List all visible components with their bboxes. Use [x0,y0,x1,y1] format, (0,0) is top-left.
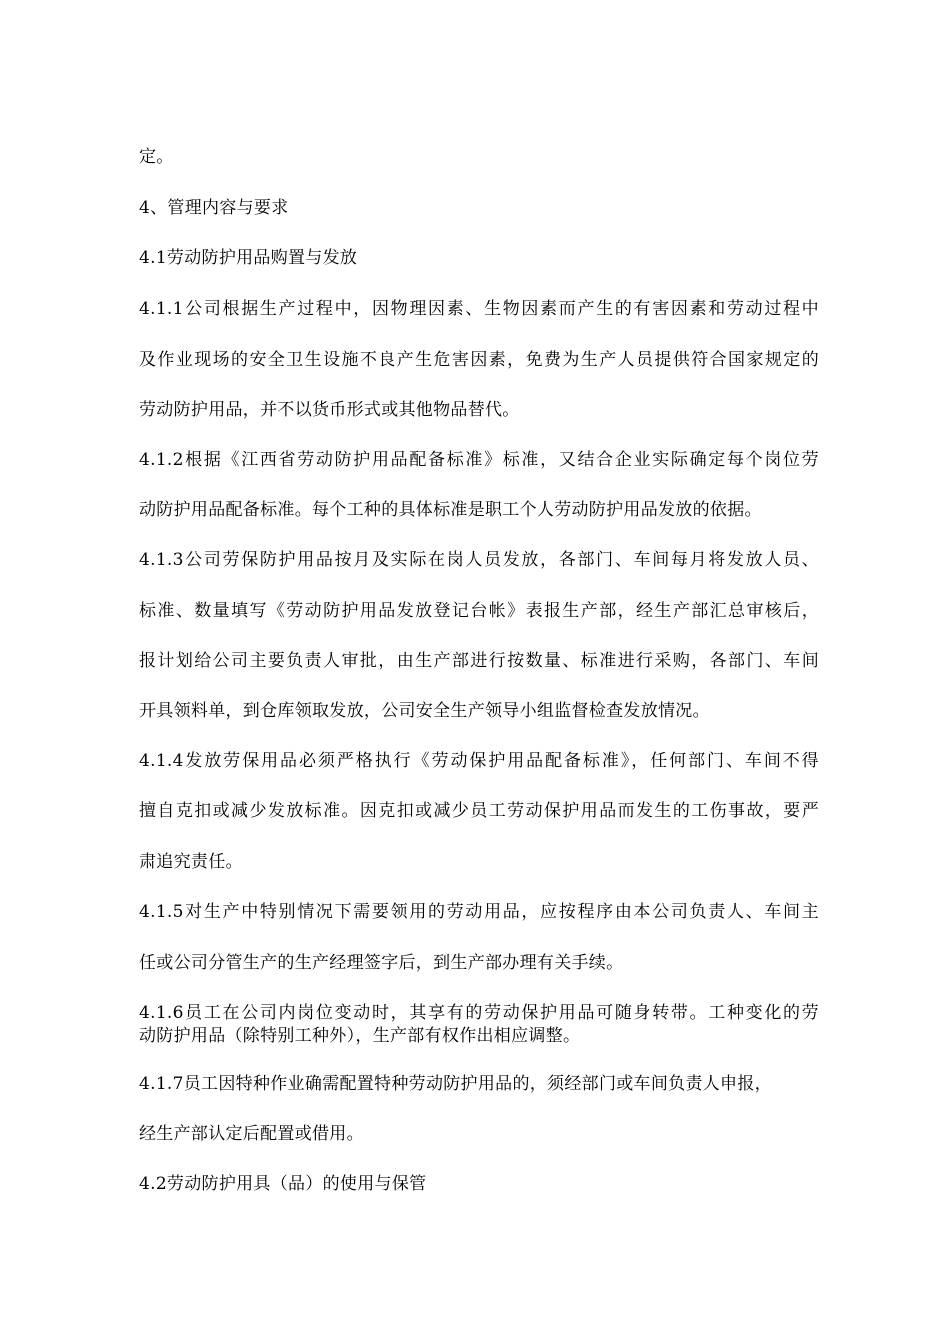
text-line: 擅自克扣或减少发放标准。因克扣或减少员工劳动保护用品而发生的工伤事故，要严 [139,801,819,821]
text-line: 动防护用品（除特别工种外），生产部有权作出相应调整。 [139,1026,581,1046]
text-line: 4.1.4发放劳保用品必须严格执行《劳动保护用品配备标准》，任何部门、车间不得 [139,751,819,771]
text-line: 4.1.7员工因特种作业确需配置特种劳动防护用品的，须经部门或车间负责人申报， [139,1074,772,1094]
text-line: 肃追究责任。 [139,852,243,872]
text-line: 开具领料单，到仓库领取发放，公司安全生产领导小组监督检查发放情况。 [139,701,710,721]
section-heading: 4、管理内容与要求 [139,198,289,218]
text-line: 4.1.1公司根据生产过程中，因物理因素、生物因素而产生的有害因素和劳动过程中 [139,299,819,319]
text-line: 定。 [139,147,174,167]
text-line: 4.1.6员工在公司内岗位变动时，其享有的劳动保护用品可随身转带。工种变化的劳 [139,1003,819,1023]
text-line: 报计划给公司主要负责人审批，由生产部进行按数量、标准进行采购，各部门、车间 [139,651,819,671]
text-line: 及作业现场的安全卫生设施不良产生危害因素，免费为生产人员提供符合国家规定的 [139,350,819,370]
text-line: 4.1.5对生产中特别情况下需要领用的劳动用品，应按程序由本公司负责人、车间主 [139,902,819,922]
text-line: 标准、数量填写《劳动防护用品发放登记台帐》表报生产部，经生产部汇总审核后， [139,601,819,621]
text-line: 动防护用品配备标准。每个工种的具体标准是职工个人劳动防护用品发放的依据。 [139,500,762,520]
subsection-heading: 4.2劳动防护用具（品）的使用与保管 [139,1174,427,1194]
text-line: 劳动防护用品，并不以货币形式或其他物品替代。 [139,400,520,420]
subsection-heading: 4.1劳动防护用品购置与发放 [139,248,358,268]
text-line: 4.1.2根据《江西省劳动防护用品配备标准》标准，又结合企业实际确定每个岗位劳 [139,450,819,470]
text-line: 4.1.3公司劳保防护用品按月及实际在岗人员发放，各部门、车间每月将发放人员、 [139,550,819,570]
text-line: 任或公司分管生产的生产经理签字后，到生产部办理有关手续。 [139,953,624,973]
text-line: 经生产部认定后配置或借用。 [139,1124,364,1144]
